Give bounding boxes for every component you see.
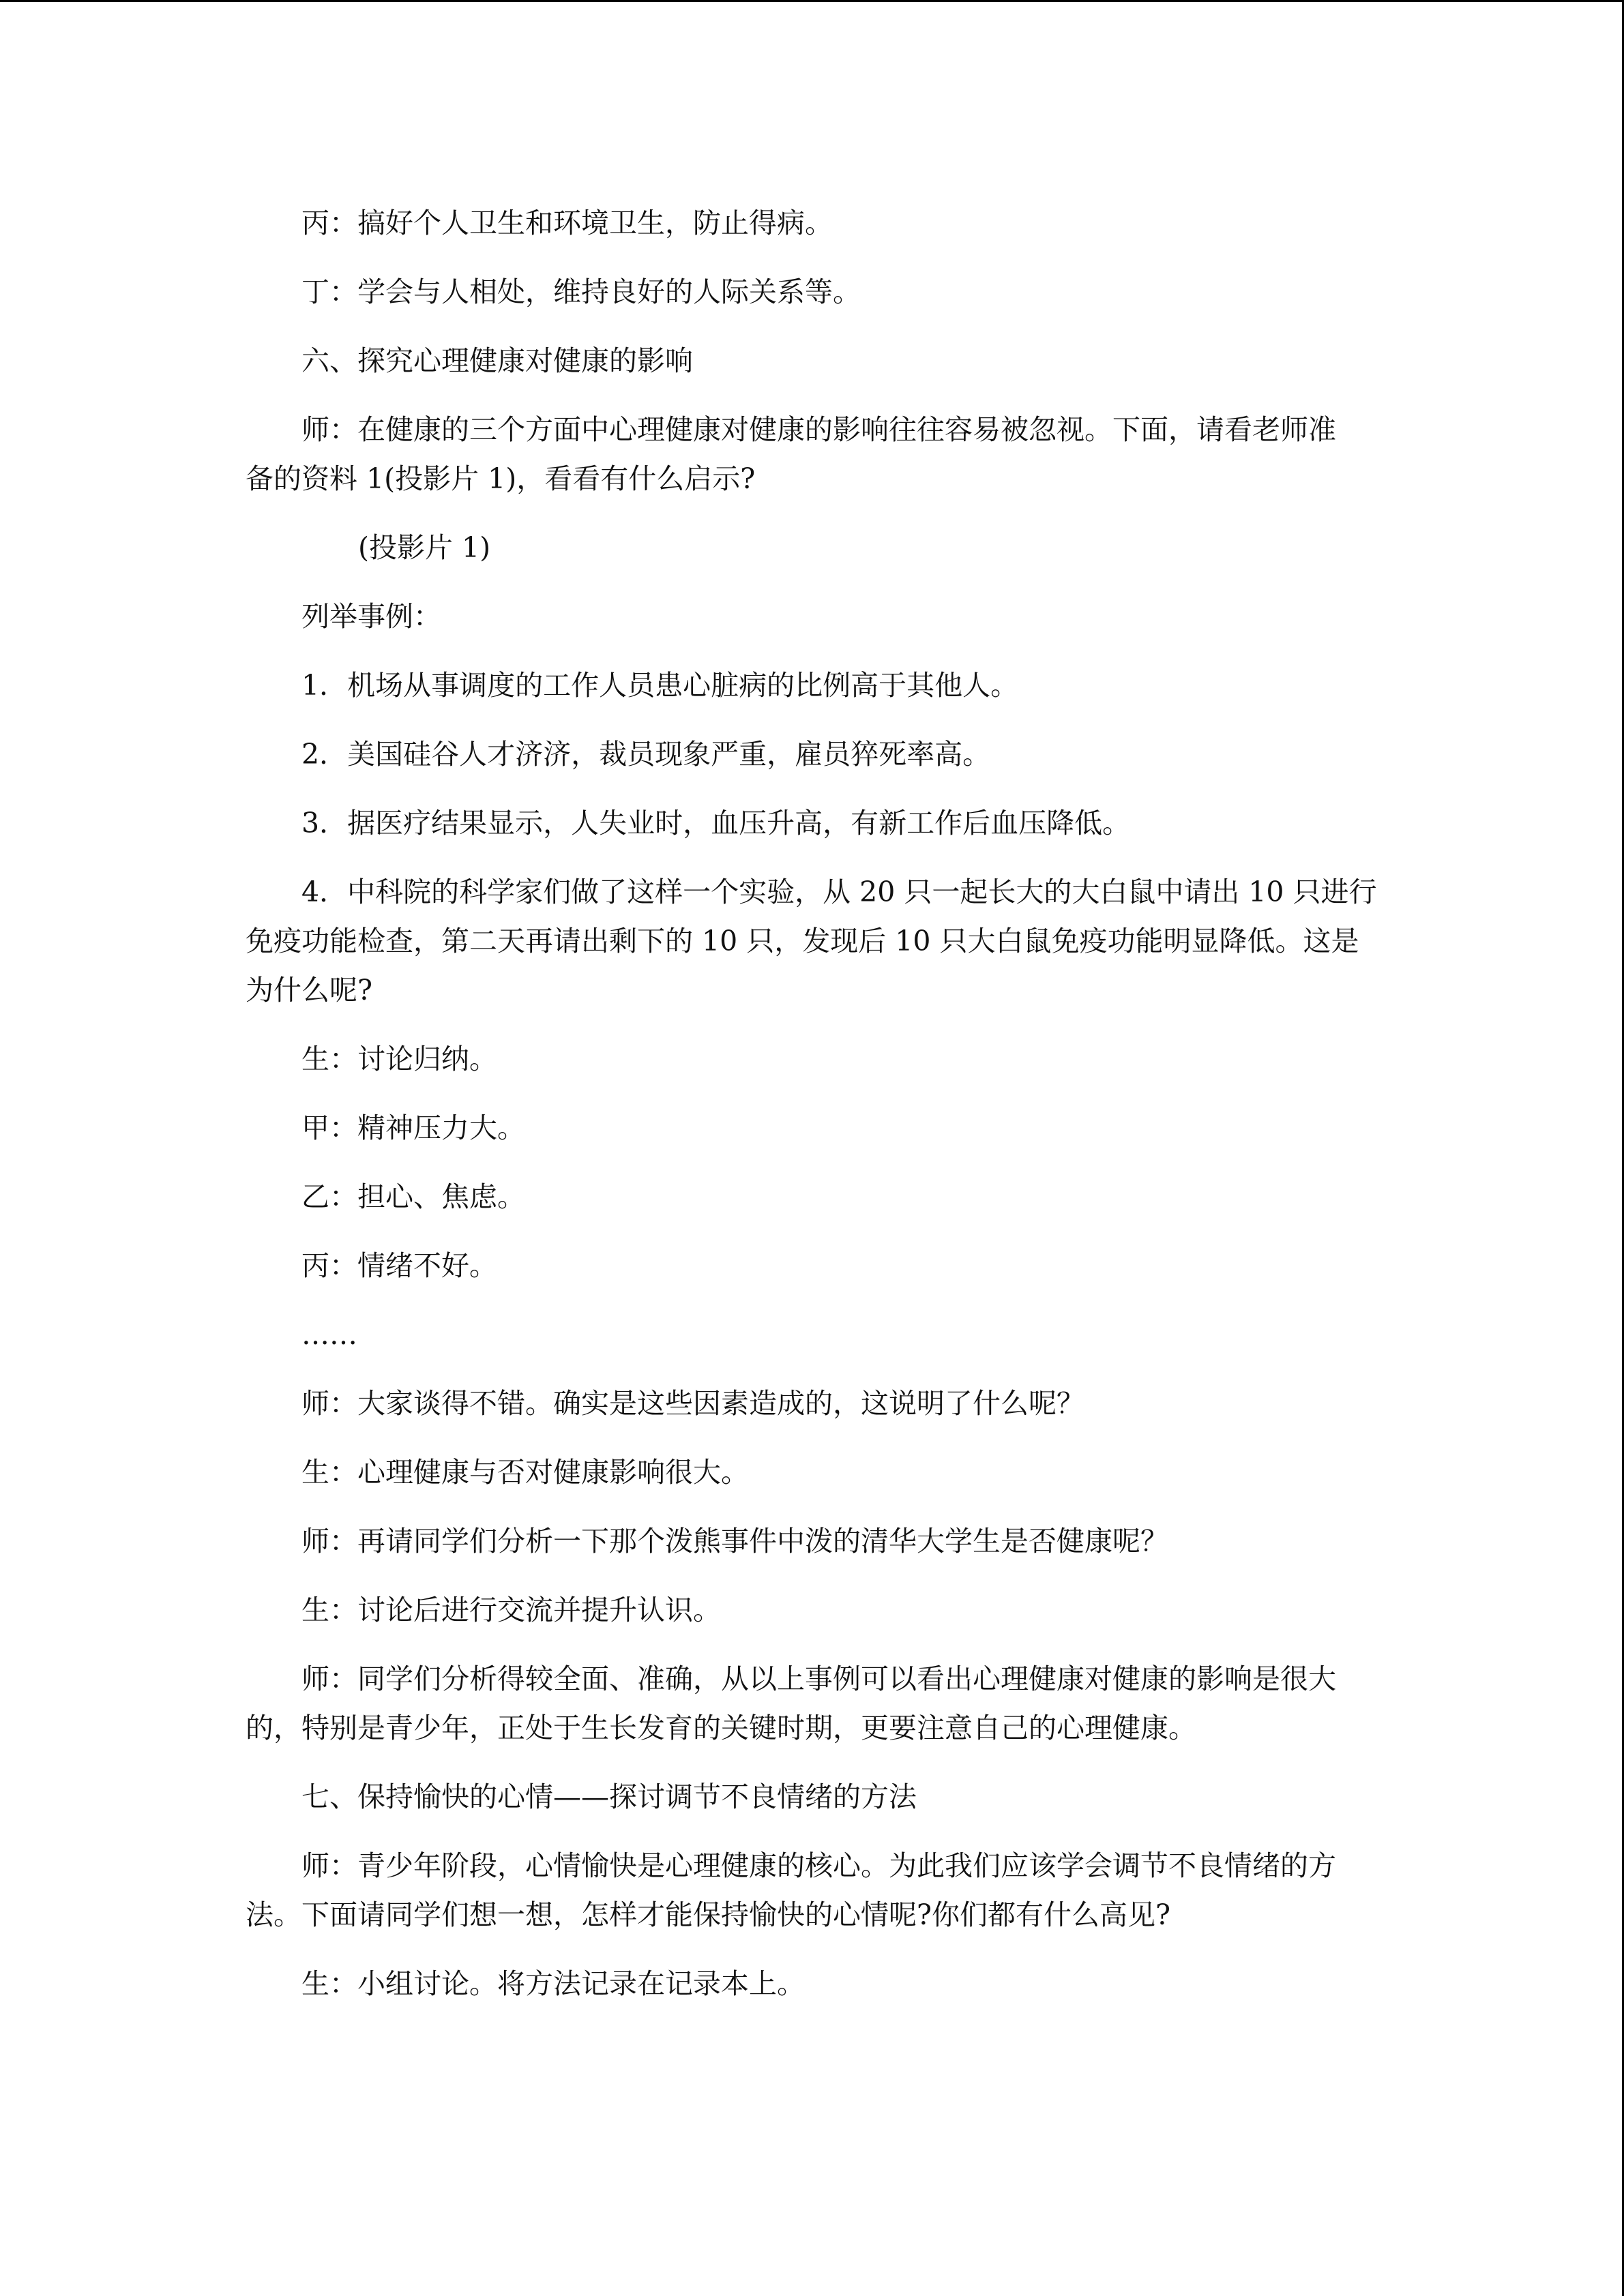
paragraph-line: 师：在健康的三个方面中心理健康对健康的影响往往容易被忽视。下面，请看老师准 bbox=[301, 413, 1336, 446]
dialogue-line-bing-mood: 丙：情绪不好。 bbox=[301, 1249, 497, 1282]
paragraph-line: 的，特别是青少年，正处于生长发育的关键时期，更要注意自己的心理健康。 bbox=[246, 1712, 1196, 1744]
example-item-1: 1．机场从事调度的工作人员患心脏病的比例高于其他人。 bbox=[301, 669, 1019, 702]
example-item-4 bbox=[246, 867, 1378, 1015]
section-heading-six: 六、探究心理健康对健康的影响 bbox=[301, 344, 693, 377]
slide-label: (投影片 1) bbox=[358, 531, 491, 564]
example-item-2: 2．美国硅谷人才济济，裁员现象严重，雇员猝死率高。 bbox=[301, 738, 991, 771]
examples-heading: 列举事例： bbox=[301, 600, 441, 633]
paragraph-line: 师：同学们分析得较全面、准确，从以上事例可以看出心理健康对健康的影响是很大 bbox=[301, 1663, 1336, 1695]
ellipsis-line: …… bbox=[301, 1318, 357, 1351]
dialogue-line-student-exchange: 生：讨论后进行交流并提升认识。 bbox=[301, 1594, 721, 1626]
paragraph-teacher-psych-intro bbox=[246, 405, 1378, 503]
paragraph-line: 法。下面请同学们想一想，怎样才能保持愉快的心情呢?你们都有什么高见? bbox=[246, 1898, 1170, 1931]
dialogue-line-teacher-bear-event: 师：再请同学们分析一下那个泼熊事件中泼的清华大学生是否健康呢？ bbox=[301, 1525, 1168, 1557]
paragraph-line: 师：青少年阶段，心情愉快是心理健康的核心。为此我们应该学会调节不良情绪的方 bbox=[301, 1849, 1336, 1882]
dialogue-line-student-answer: 生：心理健康与否对健康影响很大。 bbox=[301, 1456, 749, 1489]
dialogue-line-teacher-question: 师：大家谈得不错。确实是这些因素造成的，这说明了什么呢？ bbox=[301, 1387, 1084, 1420]
example-item-3: 3．据医疗结果显示，人失业时，血压升高，有新工作后血压降低。 bbox=[301, 807, 1131, 839]
dialogue-line-yi: 乙：担心、焦虑。 bbox=[301, 1180, 525, 1213]
paragraph-line: 4．中科院的科学家们做了这样一个实验，从 20 只一起长大的大白鼠中请出 10 只进行 bbox=[301, 876, 1377, 908]
dialogue-line-ding-relations: 丁：学会与人相处，维持良好的人际关系等。 bbox=[301, 275, 861, 308]
paragraph-teacher-mood bbox=[246, 1841, 1378, 1939]
paragraph-line: 为什么呢? bbox=[246, 974, 372, 1007]
paragraph-line: 免疫功能检查，第二天再请出剩下的 10 只，发现后 10 只大白鼠免疫功能明显降低。这是 bbox=[246, 925, 1359, 957]
dialogue-line-bing-hygiene: 丙：搞好个人卫生和环境卫生，防止得病。 bbox=[301, 207, 833, 239]
document-body bbox=[246, 198, 1378, 2028]
dialogue-line-student-group: 生：小组讨论。将方法记录在记录本上。 bbox=[301, 1967, 805, 2000]
dialogue-line-student-discuss: 生：讨论归纳。 bbox=[301, 1043, 497, 1075]
paragraph-teacher-summary bbox=[246, 1654, 1378, 1753]
section-heading-seven: 七、保持愉快的心情——探讨调节不良情绪的方法 bbox=[301, 1780, 917, 1813]
dialogue-line-jia: 甲：精神压力大。 bbox=[301, 1112, 525, 1144]
paragraph-line: 备的资料 1(投影片 1)，看看有什么启示? bbox=[246, 462, 756, 495]
